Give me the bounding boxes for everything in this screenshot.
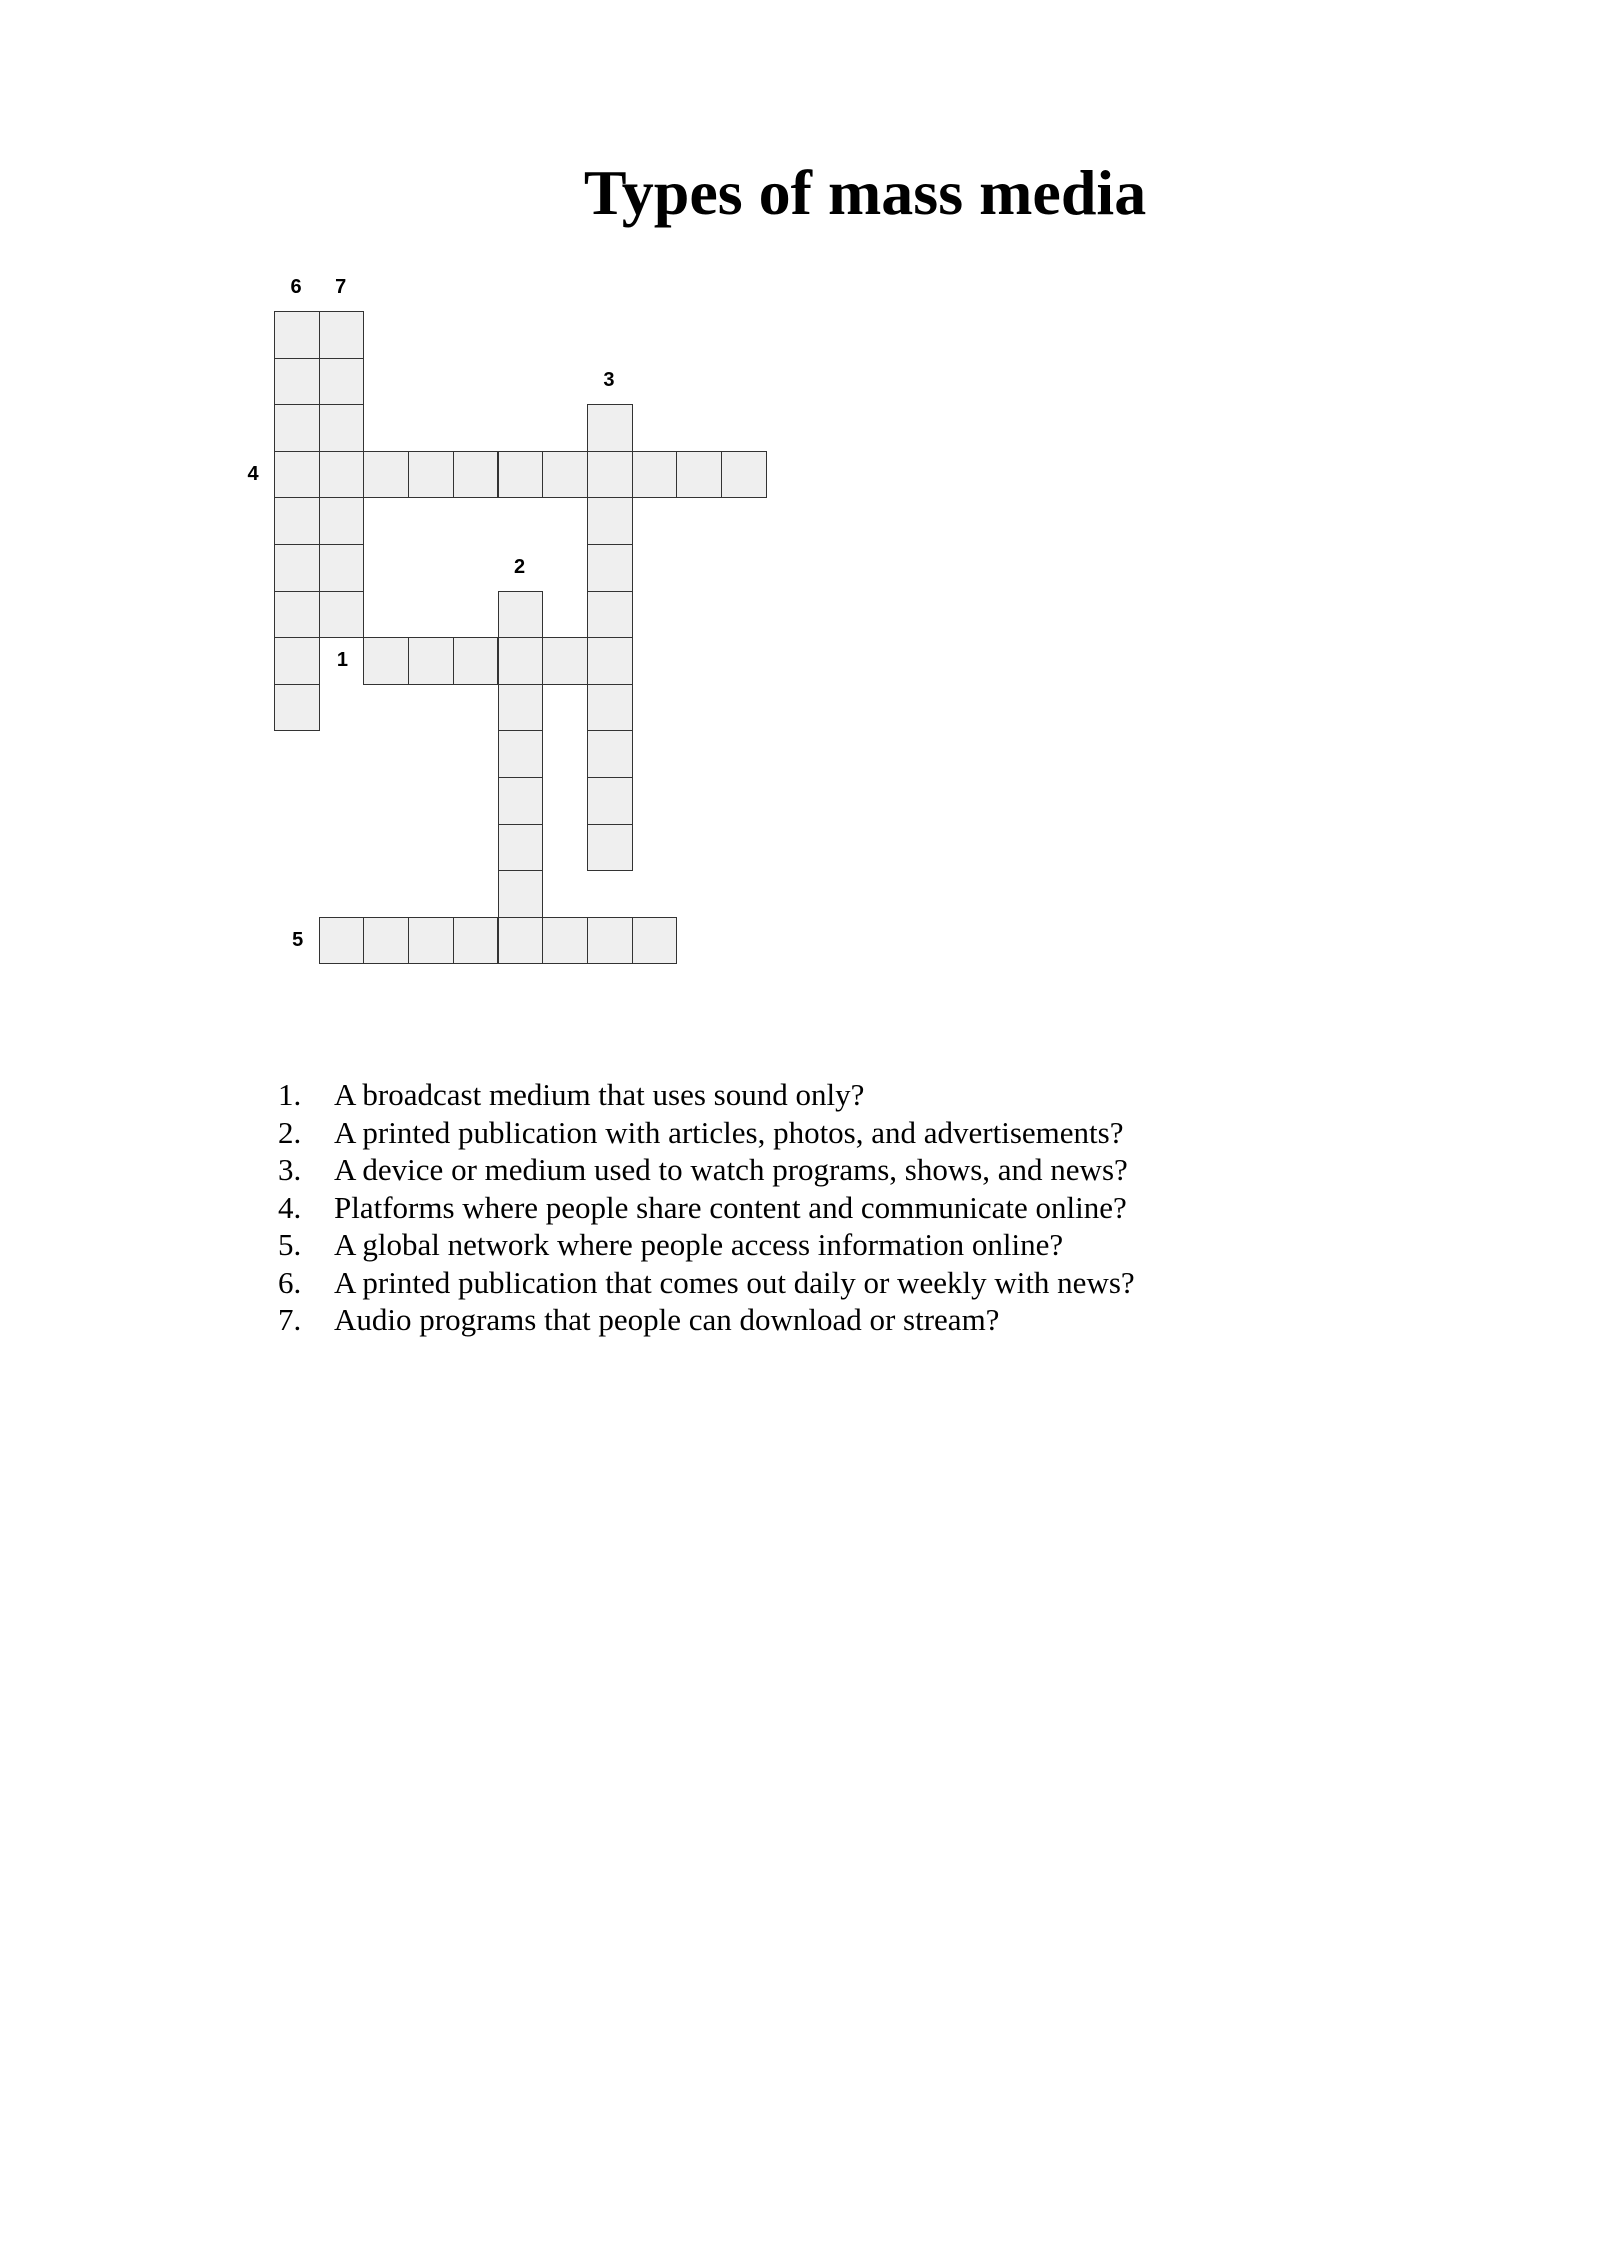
crossword-cell[interactable] (274, 684, 320, 732)
clue-number-label-2: 2 (513, 555, 526, 578)
clue-number: 5. (278, 1227, 302, 1262)
crossword-cell[interactable] (587, 451, 633, 499)
clue-number-label-5: 5 (292, 928, 304, 951)
crossword-cell[interactable] (319, 404, 365, 452)
clue-number: 3. (278, 1152, 302, 1187)
crossword-cell[interactable] (363, 917, 409, 965)
crossword-cell[interactable] (274, 451, 320, 499)
crossword-cell[interactable] (587, 684, 633, 732)
crossword-cell[interactable] (721, 451, 767, 499)
crossword-cell[interactable] (319, 451, 365, 499)
crossword-cell[interactable] (453, 451, 499, 499)
crossword-cell[interactable] (587, 777, 633, 825)
crossword-cell[interactable] (498, 591, 544, 639)
page-title: Types of mass media (583, 157, 1147, 228)
crossword-cell[interactable] (274, 358, 320, 406)
clue-text: A device or medium used to watch programs, shows, and news? (334, 1152, 1128, 1187)
crossword-cell[interactable] (319, 917, 365, 965)
crossword-cell[interactable] (542, 451, 588, 499)
clue-text: A printed publication that comes out daily or weekly with news? (334, 1264, 1135, 1300)
clue-item (272, 1301, 1135, 1339)
crossword-cell[interactable] (587, 591, 633, 639)
crossword-cell[interactable] (498, 637, 544, 685)
clue-number: 1. (278, 1077, 302, 1112)
clue-number: 7. (278, 1302, 302, 1337)
clue-number: 4. (278, 1189, 302, 1225)
crossword-cell[interactable] (632, 917, 678, 965)
crossword-cell[interactable] (274, 311, 320, 359)
crossword-cell[interactable] (319, 311, 365, 359)
clue-number-label-7: 7 (335, 276, 347, 298)
crossword-cell[interactable] (274, 591, 320, 639)
crossword-cell[interactable] (587, 404, 633, 452)
clue-item (272, 1151, 1135, 1189)
crossword-cell[interactable] (498, 917, 544, 965)
crossword-cell[interactable] (453, 917, 499, 965)
clue-text: A broadcast medium that uses sound only? (334, 1077, 865, 1112)
clue-text: Platforms where people share content and communicate online? (334, 1189, 1127, 1225)
crossword-cell[interactable] (498, 777, 544, 825)
crossword-cell[interactable] (319, 544, 365, 592)
crossword-cell[interactable] (587, 637, 633, 685)
crossword-cell[interactable] (498, 870, 544, 918)
crossword-cell[interactable] (587, 824, 633, 872)
crossword-cell[interactable] (498, 451, 544, 499)
crossword-cell[interactable] (319, 497, 365, 545)
crossword-cell[interactable] (363, 451, 409, 499)
clue-text: Audio programs that people can download or stream? (334, 1302, 1000, 1337)
crossword-grid (0, 0, 1600, 1000)
crossword-cell[interactable] (274, 544, 320, 592)
crossword-cell[interactable] (498, 824, 544, 872)
crossword-cell[interactable] (363, 637, 409, 685)
crossword-cell[interactable] (632, 451, 678, 499)
crossword-cell[interactable] (319, 591, 365, 639)
crossword-cell[interactable] (587, 730, 633, 778)
clue-number-label-4: 4 (247, 462, 259, 485)
clue-number: 2. (278, 1114, 302, 1150)
crossword-cell[interactable] (676, 451, 722, 499)
crossword-cell[interactable] (542, 917, 588, 965)
crossword-cell[interactable] (587, 917, 633, 965)
crossword-cell[interactable] (274, 637, 320, 685)
clue-item (272, 1226, 1135, 1264)
clue-list (272, 1076, 1135, 1339)
crossword-cell[interactable] (587, 497, 633, 545)
clue-item (272, 1114, 1135, 1152)
clue-text: A printed publication with articles, photos, and advertisements? (334, 1114, 1124, 1150)
clue-text: A global network where people access information online? (334, 1227, 1064, 1262)
crossword-cell[interactable] (274, 404, 320, 452)
clue-number-label-6: 6 (290, 276, 302, 298)
crossword-cell[interactable] (587, 544, 633, 592)
crossword-cell[interactable] (319, 358, 365, 406)
crossword-cell[interactable] (274, 497, 320, 545)
clue-number: 6. (278, 1264, 302, 1300)
crossword-cell[interactable] (408, 917, 454, 965)
crossword-cell[interactable] (408, 637, 454, 685)
clue-number-label-3: 3 (603, 369, 615, 392)
clue-item (272, 1264, 1135, 1302)
crossword-cell[interactable] (498, 730, 544, 778)
crossword-cell[interactable] (542, 637, 588, 685)
clue-item (272, 1076, 1135, 1114)
crossword-cell[interactable] (498, 684, 544, 732)
clue-number-label-1: 1 (336, 649, 348, 672)
crossword-cell[interactable] (408, 451, 454, 499)
clue-item (272, 1189, 1135, 1227)
crossword-cell[interactable] (453, 637, 499, 685)
